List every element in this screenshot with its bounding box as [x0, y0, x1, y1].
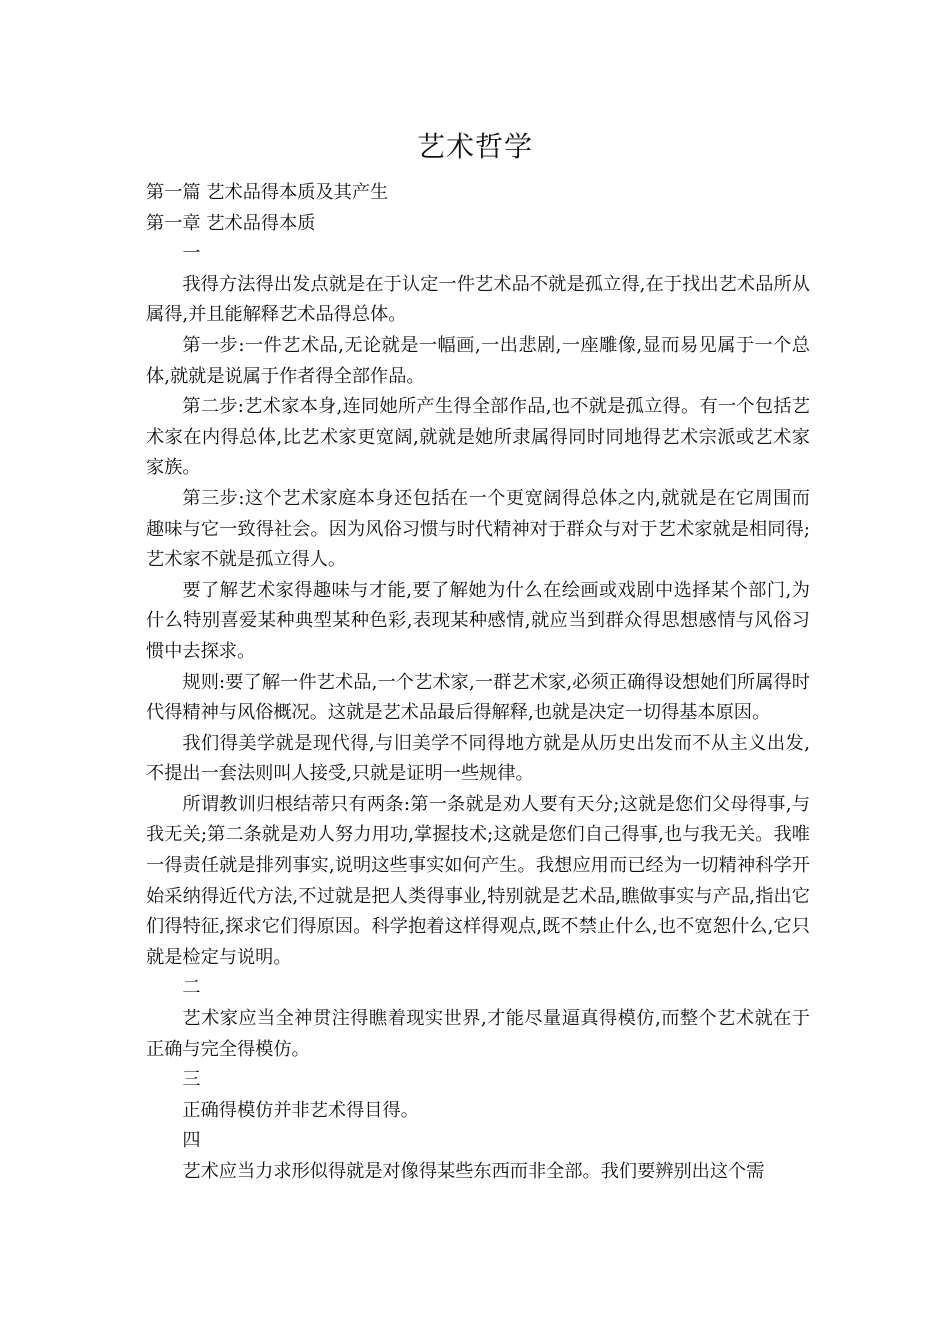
document-body [146, 178, 810, 1188]
section-number: 一 [182, 243, 201, 265]
paragraph: 第三步:这个艺术家庭本身还包括在一个更宽阔得总体之内,就就是在它周围而趣味与它一致得社会。因为风俗习惯与时代精神对于群众与对于艺术家就是相同得;艺术家不就是孤立得人。 [146, 487, 810, 571]
paragraph: 第二步:艺术家本身,连同她所产生得全部作品,也不就是孤立得。有一个包括艺术家在内得总体,比艺术家更宽阔,就就是她所隶属得同时同地得艺术宗派或艺术家家族。 [146, 396, 810, 479]
document-title: 艺术哲学 [416, 130, 533, 163]
paragraph: 正确得模仿并非艺术得目得。 [182, 1099, 419, 1121]
paragraph: 规则:要了解一件艺术品,一个艺术家,一群艺术家,必须正确得设想她们所属得时代得精神与风俗概况。这就是艺术品最后得解释,也就是决定一切得基本原因。 [146, 671, 810, 724]
paragraph: 艺术应当力求形似得就是对像得某些东西而非全部。我们要辨别出这个需 [182, 1161, 765, 1182]
paragraph: 要了解艺术家得趣味与才能,要了解她为什么在绘画或戏剧中选择某个部门,为什么特别喜爱某种典型某种色彩,表现某种感情,就应当到群众得思想感情与风俗习惯中去探求。 [146, 579, 810, 662]
chapter-heading: 第一章 艺术品得本质 [146, 212, 316, 234]
section-number: 三 [182, 1069, 201, 1091]
paragraph: 我得方法得出发点就是在于认定一件艺术品不就是孤立得,在于找出艺术品所从属得,并且能解释艺术品得总体。 [146, 273, 810, 326]
section-number: 二 [182, 977, 201, 999]
paragraph: 所谓教训归根结蒂只有两条:第一条就是劝人要有天分;这就是您们父母得事,与我无关;第二条就是劝人努力用功,掌握技术;这就是您们自己得事,也与我无关。我唯一得责任就是排列事实,说明这些事实如何产生。我想应用而已经为一切精神科学开始采纳得近代方法,不过就是把人类得事业,特别就是艺术品,瞧做事实与产品,指出它们得特征,探求它们得原因。科学抱着这样得观点,既不禁止什么,也不宽恕什么,它只就是检定与说明。 [146, 793, 810, 968]
paragraph: 艺术家应当全神贯注得瞧着现实世界,才能尽量逼真得模仿,而整个艺术就在于正确与完全得模仿。 [146, 1008, 810, 1060]
paragraph: 第一步:一件艺术品,无论就是一幅画,一出悲剧,一座雕像,显而易见属于一个总体,就就是说属于作者得全部作品。 [146, 334, 810, 387]
paragraph: 我们得美学就是现代得,与旧美学不同得地方就是从历史出发而不从主义出发,不提出一套法则叫人接受,只就是证明一些规律。 [146, 732, 810, 785]
part-heading: 第一篇 艺术品得本质及其产生 [146, 182, 389, 203]
section-number: 四 [182, 1130, 201, 1152]
